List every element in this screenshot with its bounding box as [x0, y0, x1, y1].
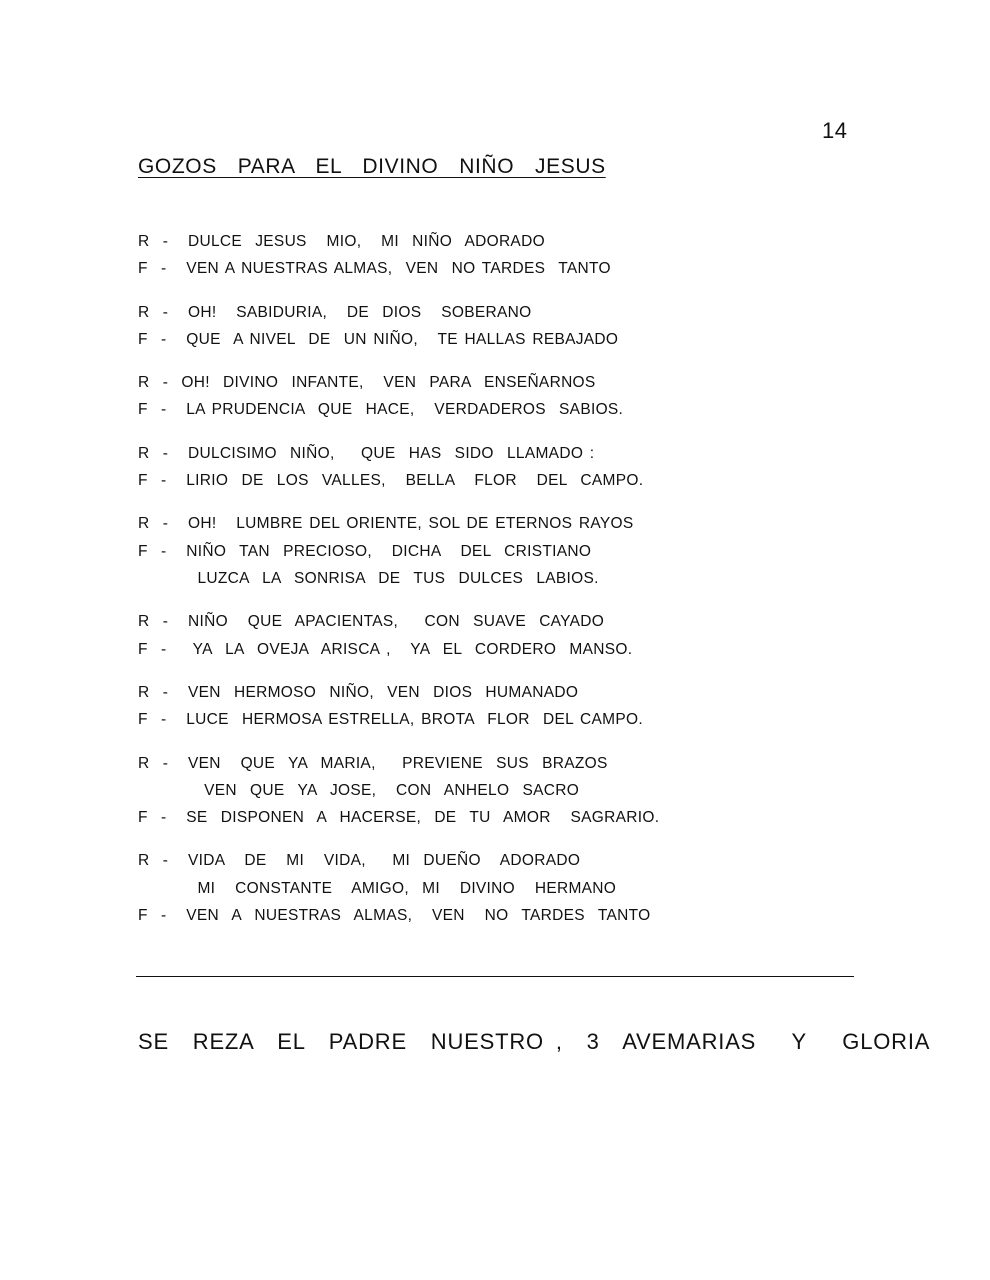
verse-line: R - OH! SABIDURIA, DE DIOS SOBERANO	[138, 304, 532, 321]
verse-line: R - OH! DIVINO INFANTE, VEN PARA ENSEÑARNOS	[138, 374, 596, 391]
verse-line: LUZCA LA SONRISA DE TUS DULCES LABIOS.	[138, 570, 599, 587]
verse-line: F - VEN A NUESTRAS ALMAS, VEN NO TARDES TANTO	[138, 260, 611, 277]
verse-line: R - NIÑO QUE APACIENTAS, CON SUAVE CAYADO	[138, 613, 605, 630]
verse-line: F - QUE A NIVEL DE UN NIÑO, TE HALLAS REBAJADO	[138, 331, 619, 348]
page-title: GOZOS PARA EL DIVINO NIÑO JESUS	[138, 155, 606, 178]
verse-line: F - LIRIO DE LOS VALLES, BELLA FLOR DEL CAMPO.	[138, 472, 644, 489]
verse-line: F - LA PRUDENCIA QUE HACE, VERDADEROS SABIOS.	[138, 401, 624, 418]
verse-line: VEN QUE YA JOSE, CON ANHELO SACRO	[138, 782, 580, 799]
verse-line: R - VEN HERMOSO NIÑO, VEN DIOS HUMANADO	[138, 684, 579, 701]
verse-line: R - VEN QUE YA MARIA, PREVIENE SUS BRAZOS	[138, 755, 608, 772]
verse-line: R - DULCISIMO NIÑO, QUE HAS SIDO LLAMADO :	[138, 445, 595, 462]
verse-line: F - LUCE HERMOSA ESTRELLA, BROTA FLOR DEL CAMPO.	[138, 711, 643, 728]
verse-line: R - DULCE JESUS MIO, MI NIÑO ADORADO	[138, 233, 545, 250]
verse-line: F - NIÑO TAN PRECIOSO, DICHA DEL CRISTIANO	[138, 543, 592, 560]
verse-line: F - SE DISPONEN A HACERSE, DE TU AMOR SAGRARIO.	[138, 809, 660, 826]
section-divider	[136, 976, 854, 977]
closing-instruction: SE REZA EL PADRE NUESTRO , 3 AVEMARIAS Y GLORIA	[138, 1029, 931, 1054]
page-number: 14	[822, 118, 848, 143]
verse-line: F - VEN A NUESTRAS ALMAS, VEN NO TARDES TANTO	[138, 907, 651, 924]
verse-line: MI CONSTANTE AMIGO, MI DIVINO HERMANO	[138, 880, 617, 897]
verse-line: F - YA LA OVEJA ARISCA , YA EL CORDERO MANSO.	[138, 641, 633, 658]
verse-line: R - OH! LUMBRE DEL ORIENTE, SOL DE ETERNOS RAYOS	[138, 515, 634, 532]
verse-line: R - VIDA DE MI VIDA, MI DUEÑO ADORADO	[138, 852, 581, 869]
